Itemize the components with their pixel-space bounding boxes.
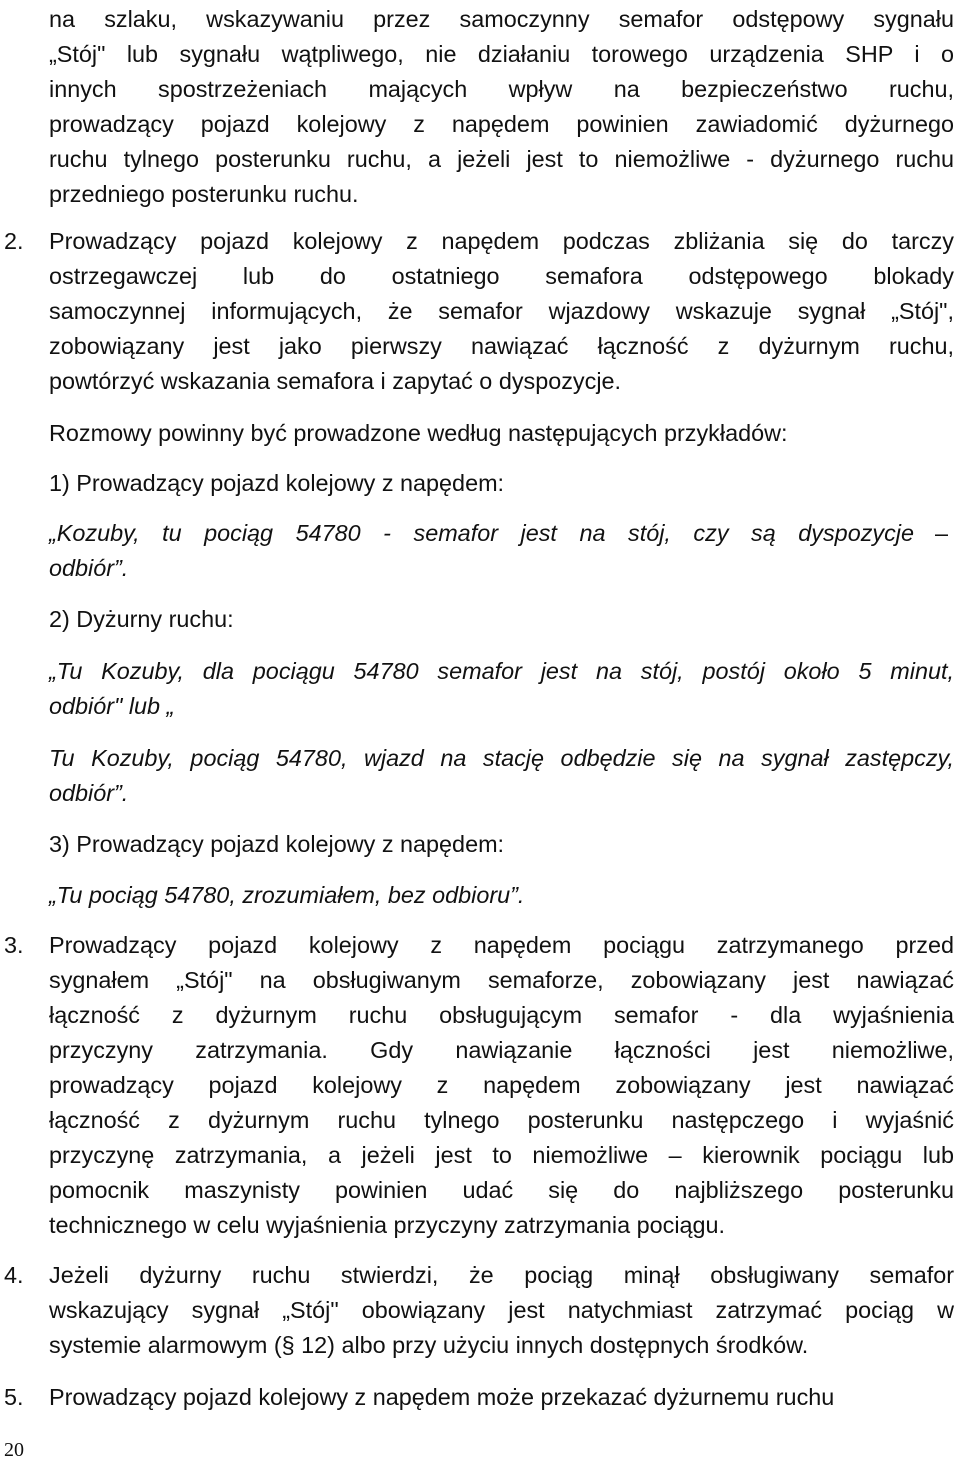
- text-line: innych spostrzeżeniach mających wpływ na bezpieczeństwo ruchu,: [49, 76, 954, 102]
- example-1-quote-line: „Kozuby, tu pociąg 54780 - semafor jest na stój, czy są dyspozycje: [49, 520, 914, 546]
- list-number: 5.: [4, 1384, 24, 1410]
- text-line: pomocnik maszynisty powinien udać się do najbliższego posterunku: [49, 1177, 954, 1203]
- example-3-quote: „Tu pociąg 54780, zrozumiałem, bez odbioru”.: [49, 882, 525, 908]
- example-2-quote-b: Tu Kozuby, pociąg 54780, wjazd na stację odbędzie się na sygnał zastępczy,: [49, 745, 954, 771]
- text-line: Prowadzący pojazd kolejowy z napędem może przekazać dyżurnemu ruchu: [49, 1384, 835, 1410]
- text-line: ruchu tylnego posterunku ruchu, a jeżeli jest to niemożliwe - dyżurnego ruchu: [49, 146, 954, 172]
- text-line: łączność z dyżurnym ruchu tylnego posterunku następczego i wyjaśnić: [49, 1107, 954, 1133]
- em-dash: –: [934, 520, 948, 546]
- text-line: na szlaku, wskazywaniu przez samoczynny semafor odstępowy sygnału: [49, 6, 954, 32]
- text-line: Prowadzący pojazd kolejowy z napędem podczas zbliżania się do tarczy: [49, 228, 954, 254]
- example-2-label: 2) Dyżurny ruchu:: [49, 606, 234, 632]
- example-3-label: 3) Prowadzący pojazd kolejowy z napędem:: [49, 831, 505, 857]
- text-line: łączność z dyżurnym ruchu obsługującym semafor - dla wyjaśnienia: [49, 1002, 954, 1028]
- text-line: technicznego w celu wyjaśnienia przyczyny zatrzymania pociągu.: [49, 1212, 726, 1238]
- example-1-label: 1) Prowadzący pojazd kolejowy z napędem:: [49, 470, 505, 496]
- list-number: 2.: [4, 228, 24, 254]
- text-line: zobowiązany jest jako pierwszy nawiązać łączność z dyżurnym ruchu,: [49, 333, 954, 359]
- list-number: 4.: [4, 1262, 24, 1288]
- conversation-intro: Rozmowy powinny być prowadzone według następujących przykładów:: [49, 420, 788, 446]
- text-line: Jeżeli dyżurny ruchu stwierdzi, że pociąg minął obsługiwany semafor: [49, 1262, 954, 1288]
- example-2-quote-b: odbiór”.: [49, 780, 129, 806]
- text-line: prowadzący pojazd kolejowy z napędem zobowiązany jest nawiązać: [49, 1072, 954, 1098]
- example-1-quote-line: odbiór”.: [49, 555, 129, 581]
- text-line: przedniego posterunku ruchu.: [49, 181, 359, 207]
- text-line: wskazujący sygnał „Stój" obowiązany jest natychmiast zatrzymać pociąg w: [49, 1297, 954, 1323]
- text-line: „Stój" lub sygnału wątpliwego, nie działaniu torowego urządzenia SHP i o: [49, 41, 954, 67]
- text-line: samoczynnej informujących, że semafor wjazdowy wskazuje sygnał „Stój",: [49, 298, 954, 324]
- text-line: prowadzący pojazd kolejowy z napędem powinien zawiadomić dyżurnego: [49, 111, 954, 137]
- text-line: systemie alarmowym (§ 12) albo przy użyciu innych dostępnych środków.: [49, 1332, 809, 1358]
- example-2-quote-a: odbiór" lub „: [49, 693, 175, 719]
- text-line: przyczynę zatrzymania, a jeżeli jest to niemożliwe – kierownik pociągu lub: [49, 1142, 954, 1168]
- text-line: ostrzegawczej lub do ostatniego semafora odstępowego blokady: [49, 263, 954, 289]
- text-line: powtórzyć wskazania semafora i zapytać o dyspozycje.: [49, 368, 622, 394]
- text-line: przyczyny zatrzymania. Gdy nawiązanie łączności jest niemożliwe,: [49, 1037, 954, 1063]
- text-line: Prowadzący pojazd kolejowy z napędem pociągu zatrzymanego przed: [49, 932, 954, 958]
- example-2-quote-a: „Tu Kozuby, dla pociągu 54780 semafor jest na stój, postój około 5 minut,: [49, 658, 954, 684]
- page-number: 20: [4, 1439, 24, 1461]
- text-line: sygnałem „Stój" na obsługiwanym semaforze, zobowiązany jest nawiązać: [49, 967, 954, 993]
- list-number: 3.: [4, 932, 24, 958]
